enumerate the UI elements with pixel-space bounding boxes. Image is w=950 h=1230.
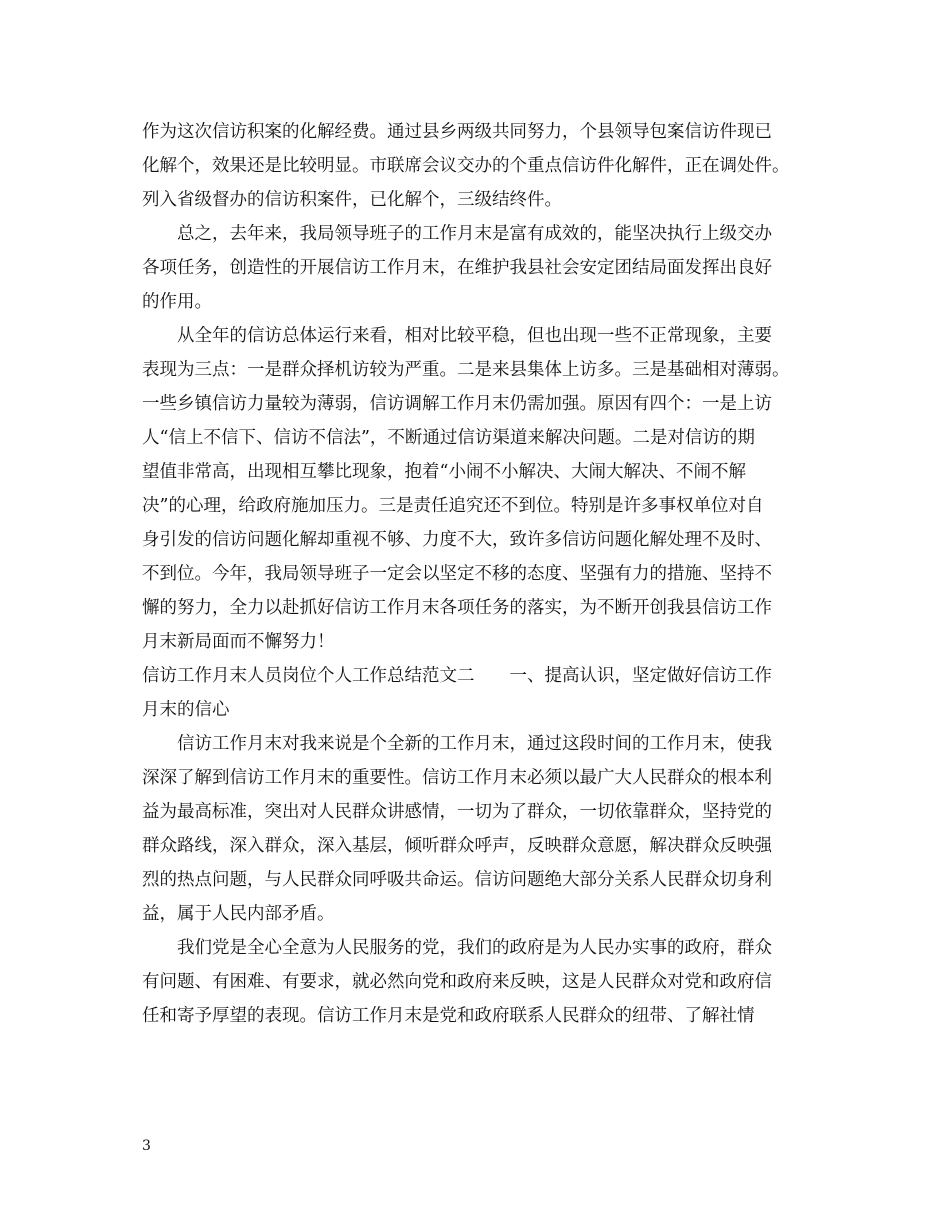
text-line: 总之，去年来，我局领导班子的工作月末是富有成效的，能坚决执行上级交办 [177,224,772,244]
text-line: 各项任务，创造性的开展信访工作月末，在维护我县社会安定团结局面发挥出良好 [142,258,772,278]
text-line: 深深了解到信访工作月末的重要性。信访工作月末必须以最广大人民群众的根本利 [142,768,772,788]
text-line: 从全年的信访总体运行来看，相对比较平稳，但也出现一些不正常现象，主要 [177,326,772,346]
text-line: 我们党是全心全意为人民服务的党，我们的政府是为人民办实事的政府，群众 [177,938,772,958]
text-line: 人“信上不信下、信访不信法”，不断通过信访渠道来解决问题。二是对信访的期 [142,428,755,448]
text-line: 表现为三点：一是群众择机访较为严重。二是来县集体上访多。三是基础相对薄弱。 [142,360,790,380]
text-line: 益，属于人民内部矛盾。 [142,904,335,924]
text-line: 群众路线，深入群众，深入基层，倾听群众呼声，反映群众意愿，解决群众反映强 [142,836,772,856]
text-line: 月末的信心 [142,700,230,720]
text-line: 懈的努力，全力以赴抓好信访工作月末各项任务的落实，为不断开创我县信访工作 [142,598,772,618]
text-line: 月末新局面而不懈努力！ [142,632,335,652]
text-line: 信访工作月末人员岗位个人工作总结范文二 一、提高认识，坚定做好信访工作 [142,666,772,686]
text-line: 烈的热点问题，与人民群众同呼吸共命运。信访问题绝大部分关系人民群众切身利 [142,870,772,890]
text-line: 列入省级督办的信访积案件，已化解个，三级结终件。 [142,190,562,210]
text-line: 身引发的信访问题化解却重视不够、力度不大，致许多信访问题化解处理不及时、 [142,530,772,550]
text-line: 不到位。今年，我局领导班子一定会以坚定不移的态度、坚强有力的措施、坚持不 [142,564,772,584]
text-line: 的作用。 [142,292,212,312]
text-line: 益为最高标准，突出对人民群众讲感情，一切为了群众，一切依靠群众，坚持党的 [142,802,772,822]
page-number: 3 [142,1138,151,1154]
text-line: 有问题、有困难、有要求，就必然向党和政府来反映，这是人民群众对党和政府信 [142,972,772,992]
text-line: 望值非常高，出现相互攀比现象，抱着“小闹不小解决、大闹大解决、不闹不解 [142,462,746,482]
text-line: 信访工作月末对我来说是个全新的工作月末，通过这段时间的工作月末，使我 [177,734,772,754]
text-line: 作为这次信访积案的化解经费。通过县乡两级共同努力，个县领导包案信访件现已 [142,122,772,142]
text-line: 一些乡镇信访力量较为薄弱，信访调解工作月末仍需加强。原因有四个：一是上访 [142,394,772,414]
text-line: 化解个，效果还是比较明显。市联席会议交办的个重点信访件化解件，正在调处件。 [142,156,790,176]
body-text [142,115,822,1033]
text-line: 任和寄予厚望的表现。信访工作月末是党和政府联系人民群众的纽带、了解社情 [142,1006,755,1026]
text-line: 决”的心理，给政府施加压力。三是责任追究还不到位。特别是许多事权单位对自 [142,496,764,516]
